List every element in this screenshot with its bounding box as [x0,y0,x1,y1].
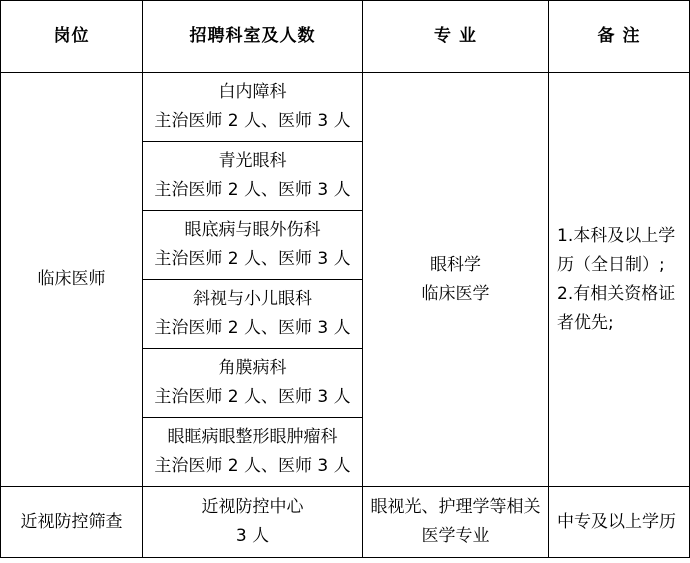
header-department: 招聘科室及人数 [143,1,363,73]
department-quota: 3 人 [235,526,270,546]
department-cell [143,73,363,142]
table-row [1,487,690,558]
remark-line: 1.本科及以上学历（全日制）; [557,225,676,275]
major-line: 医学专业 [421,526,490,546]
major-line: 眼视光、护理学等相关 [370,497,541,517]
header-major: 专 业 [363,1,549,73]
department-name: 斜视与小儿眼科 [193,289,312,309]
department-cell [143,142,363,211]
table-row [1,73,690,142]
department-name: 近视防控中心 [201,497,304,517]
department-cell [143,280,363,349]
header-row [1,1,690,73]
major-cell [363,73,549,487]
remarks-cell [549,73,690,487]
department-quota: 主治医师 2 人、医师 3 人 [154,249,351,269]
department-cell [143,418,363,487]
major-line: 临床医学 [421,283,490,304]
department-name: 白内障科 [218,82,287,102]
header-position: 岗位 [1,1,143,73]
department-quota: 主治医师 2 人、医师 3 人 [154,111,351,131]
remark-line: 2.有相关资格证者优先; [557,283,676,333]
department-quota: 主治医师 2 人、医师 3 人 [154,387,351,407]
remarks-cell: 中专及以上学历 [549,487,690,558]
major-line: 眼科学 [430,254,481,275]
header-remarks: 备 注 [549,1,690,73]
department-quota: 主治医师 2 人、医师 3 人 [154,180,351,200]
department-cell [143,487,363,558]
department-quota: 主治医师 2 人、医师 3 人 [154,456,351,476]
department-quota: 主治医师 2 人、医师 3 人 [154,318,351,338]
department-cell [143,349,363,418]
major-cell [363,487,549,558]
department-name: 青光眼科 [218,151,287,171]
department-name: 眼眶病眼整形眼肿瘤科 [167,427,338,447]
department-name: 角膜病科 [218,358,287,378]
department-cell [143,211,363,280]
department-name: 眼底病与眼外伤科 [184,220,321,240]
position-cell: 临床医师 [1,73,143,487]
position-cell: 近视防控筛查 [1,487,143,558]
